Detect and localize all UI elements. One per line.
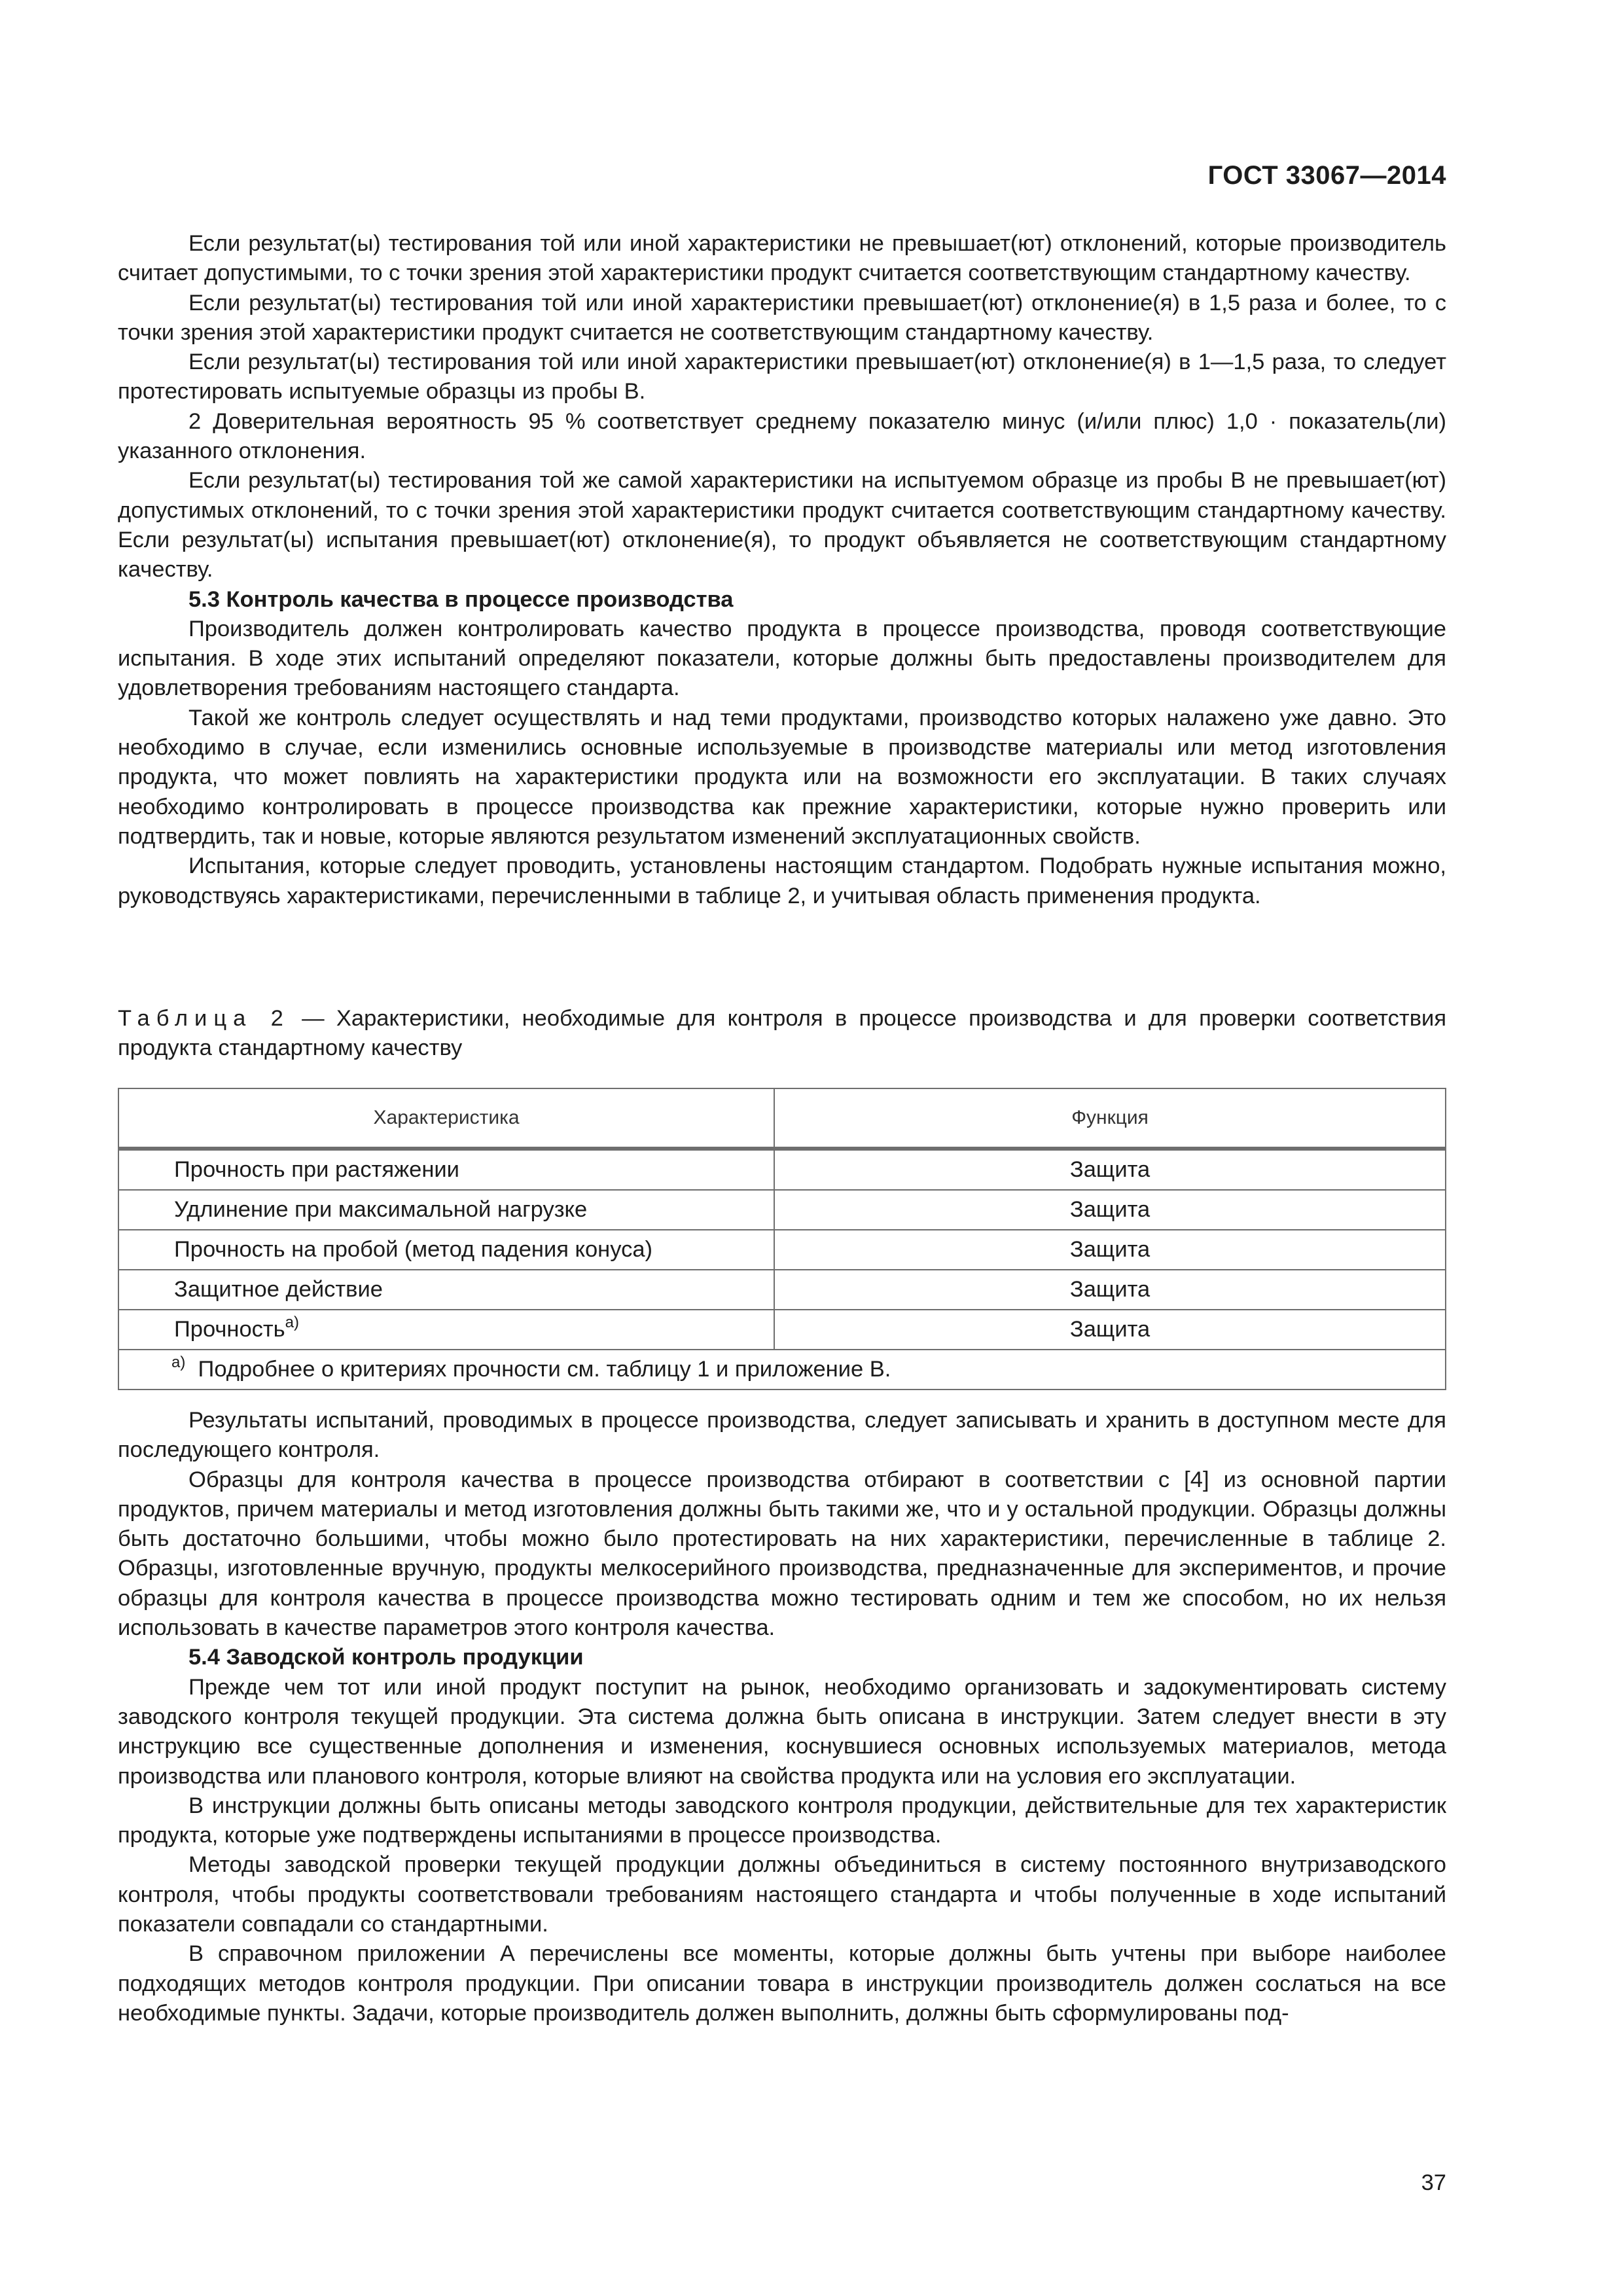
- note-paragraph: 2 Доверительная вероятность 95 % соответствует среднему показателю минус (и/или плюс) 1,0 · показатель(ли) указанного отклонения.: [118, 408, 1446, 464]
- body-text-top: [118, 229, 1446, 911]
- characteristic-cell: Прочность при растяжении: [118, 1149, 774, 1190]
- paragraph: В инструкции должны быть описаны методы заводского контроля продукции, действительные для тех характеристик продукта, которые уже подтверждены испытаниями в процессе производства.: [118, 1793, 1446, 1848]
- paragraph: Методы заводской проверки текущей продукции должны объединиться в систему постоянного внутризаводского контроля, чтобы продукты соответствовали требованиям настоящего стандарта и чтобы полученные в ходе испытаний показатели совпадали со стандартными.: [118, 1852, 1446, 1937]
- function-cell: Защита: [774, 1310, 1446, 1350]
- function-cell: Защита: [774, 1230, 1446, 1270]
- paragraph: Если результат(ы) тестирования той или иной характеристики превышает(ют) отклонение(я) в 1—1,5 раза, то следует протестировать испытуемые образцы из пробы В.: [118, 350, 1446, 404]
- table-footnote-row: [118, 1350, 1446, 1390]
- column-header-function: Функция: [774, 1088, 1446, 1149]
- table-caption-label: Таблица 2: [118, 1006, 290, 1031]
- section-heading-5-3: 5.3 Контроль качества в процессе производства: [188, 586, 734, 612]
- characteristic-name: Прочность: [174, 1317, 285, 1342]
- paragraph: Если результат(ы) тестирования той же самой характеристики на испытуемом образце из пробы В не превышает(ют) допустимых отклонений, то с точки зрения этой характеристики продукт считается соответствующим стандартному качеству. Если результат(ы) испытания превышает(ют) отклонение(я), то продукт объявляется не соответствующим стандартному качеству.: [118, 468, 1446, 583]
- paragraph: Образцы для контроля качества в процессе производства отбирают в соответствии с [4] из основной партии продуктов, причем материалы и метод изготовления должны быть такими же, что и у остальной продукции. Образцы должны быть достаточно большими, чтобы можно было протестировать на них характеристики, перечисленные в таблице 2. Образцы, изготовленные вручную, продукты мелкосерийного производства, предназначенные для экспериментов, и прочие образцы для контроля качества в процессе производства можно тестировать одним и тем же способом, но их нельзя использовать в качестве параметров этого контроля качества.: [118, 1467, 1446, 1641]
- characteristic-cell: [118, 1310, 774, 1350]
- paragraph: Результаты испытаний, проводимых в процессе производства, следует записывать и хранить в доступном месте для последующего контроля.: [118, 1408, 1446, 1463]
- characteristic-cell: Защитное действие: [118, 1270, 774, 1310]
- body-text-bottom: [118, 1406, 1446, 2028]
- table-row: [118, 1190, 1446, 1230]
- section-heading-5-4: 5.4 Заводской контроль продукции: [188, 1645, 584, 1670]
- paragraph: Испытания, которые следует проводить, установлены настоящим стандартом. Подобрать нужные испытания можно, руководствуясь характеристиками, перечисленными в таблице 2, и учитывая область применения продукта.: [118, 853, 1446, 908]
- page-number: 37: [1421, 2170, 1446, 2195]
- column-header-characteristic: Характеристика: [118, 1088, 774, 1149]
- standard-code: ГОСТ 33067—2014: [1207, 161, 1446, 190]
- paragraph: В справочном приложении А перечислены все моменты, которые должны быть учтены при выборе наиболее подходящих методов контроля продукции. При описании товара в инструкции производитель должен сослаться на все необходимые пункты. Задачи, которые производитель должен выполнить, должны быть сформулированы под-: [118, 1941, 1446, 2026]
- paragraph: Если результат(ы) тестирования той или иной характеристики не превышает(ют) отклонений, которые производитель считает допустимыми, то с точки зрения этой характеристики продукт считается соответствующим стандартному качеству.: [118, 231, 1446, 286]
- function-cell: Защита: [774, 1270, 1446, 1310]
- characteristic-cell: Прочность на пробой (метод падения конуса): [118, 1230, 774, 1270]
- table-row: [118, 1310, 1446, 1350]
- table-caption: [118, 1004, 1446, 1064]
- table-footnote: [118, 1350, 1446, 1390]
- characteristic-cell: Удлинение при максимальной нагрузке: [118, 1190, 774, 1230]
- footnote-mark: а): [171, 1354, 186, 1371]
- paragraph: Такой же контроль следует осуществлять и над теми продуктами, производство которых налажено уже давно. Это необходимо в случае, если изменились основные используемые в производстве материалы или метод изготовления продукта, что может повлиять на характеристики продукта или на возможности его эксплуатации. В таких случаях необходимо контролировать в процессе производства как прежние характеристики, которые нужно проверить или подтвердить, так и новые, которые являются результатом изменений эксплуатационных свойств.: [118, 705, 1446, 849]
- characteristics-table: [118, 1088, 1446, 1390]
- footnote-reference: а): [285, 1314, 299, 1331]
- footnote-text: Подробнее о критериях прочности см. таблицу 1 и приложение В.: [198, 1357, 891, 1382]
- table-row: [118, 1270, 1446, 1310]
- function-cell: Защита: [774, 1149, 1446, 1190]
- paragraph: Производитель должен контролировать качество продукта в процессе производства, проводя соответствующие испытания. В ходе этих испытаний определяют показатели, которые должны быть предоставлены производителем для удовлетворения требованиям настоящего стандарта.: [118, 616, 1446, 701]
- table-header-row: [118, 1088, 1446, 1149]
- paragraph: Прежде чем тот или иной продукт поступит на рынок, необходимо организовать и задокументировать систему заводского контроля текущей продукции. Эта система должна быть описана в инструкции. Затем следует внести в эту инструкцию все существенные дополнения и изменения, коснувшиеся основных используемых материалов, метода производства или планового контроля, которые влияют на свойства продукта или на условия его эксплуатации.: [118, 1674, 1446, 1789]
- paragraph: Если результат(ы) тестирования той или иной характеристики превышает(ют) отклонение(я) в 1,5 раза и более, то с точки зрения этой характеристики продукт считается не соответствующим стандартному качеству.: [118, 290, 1446, 345]
- table-row: [118, 1230, 1446, 1270]
- table-caption-text: — Характеристики, необходимые для контроля в процессе производства и для проверки соответствия продукта стандартному качеству: [118, 1006, 1446, 1061]
- function-cell: Защита: [774, 1190, 1446, 1230]
- table-row: [118, 1149, 1446, 1190]
